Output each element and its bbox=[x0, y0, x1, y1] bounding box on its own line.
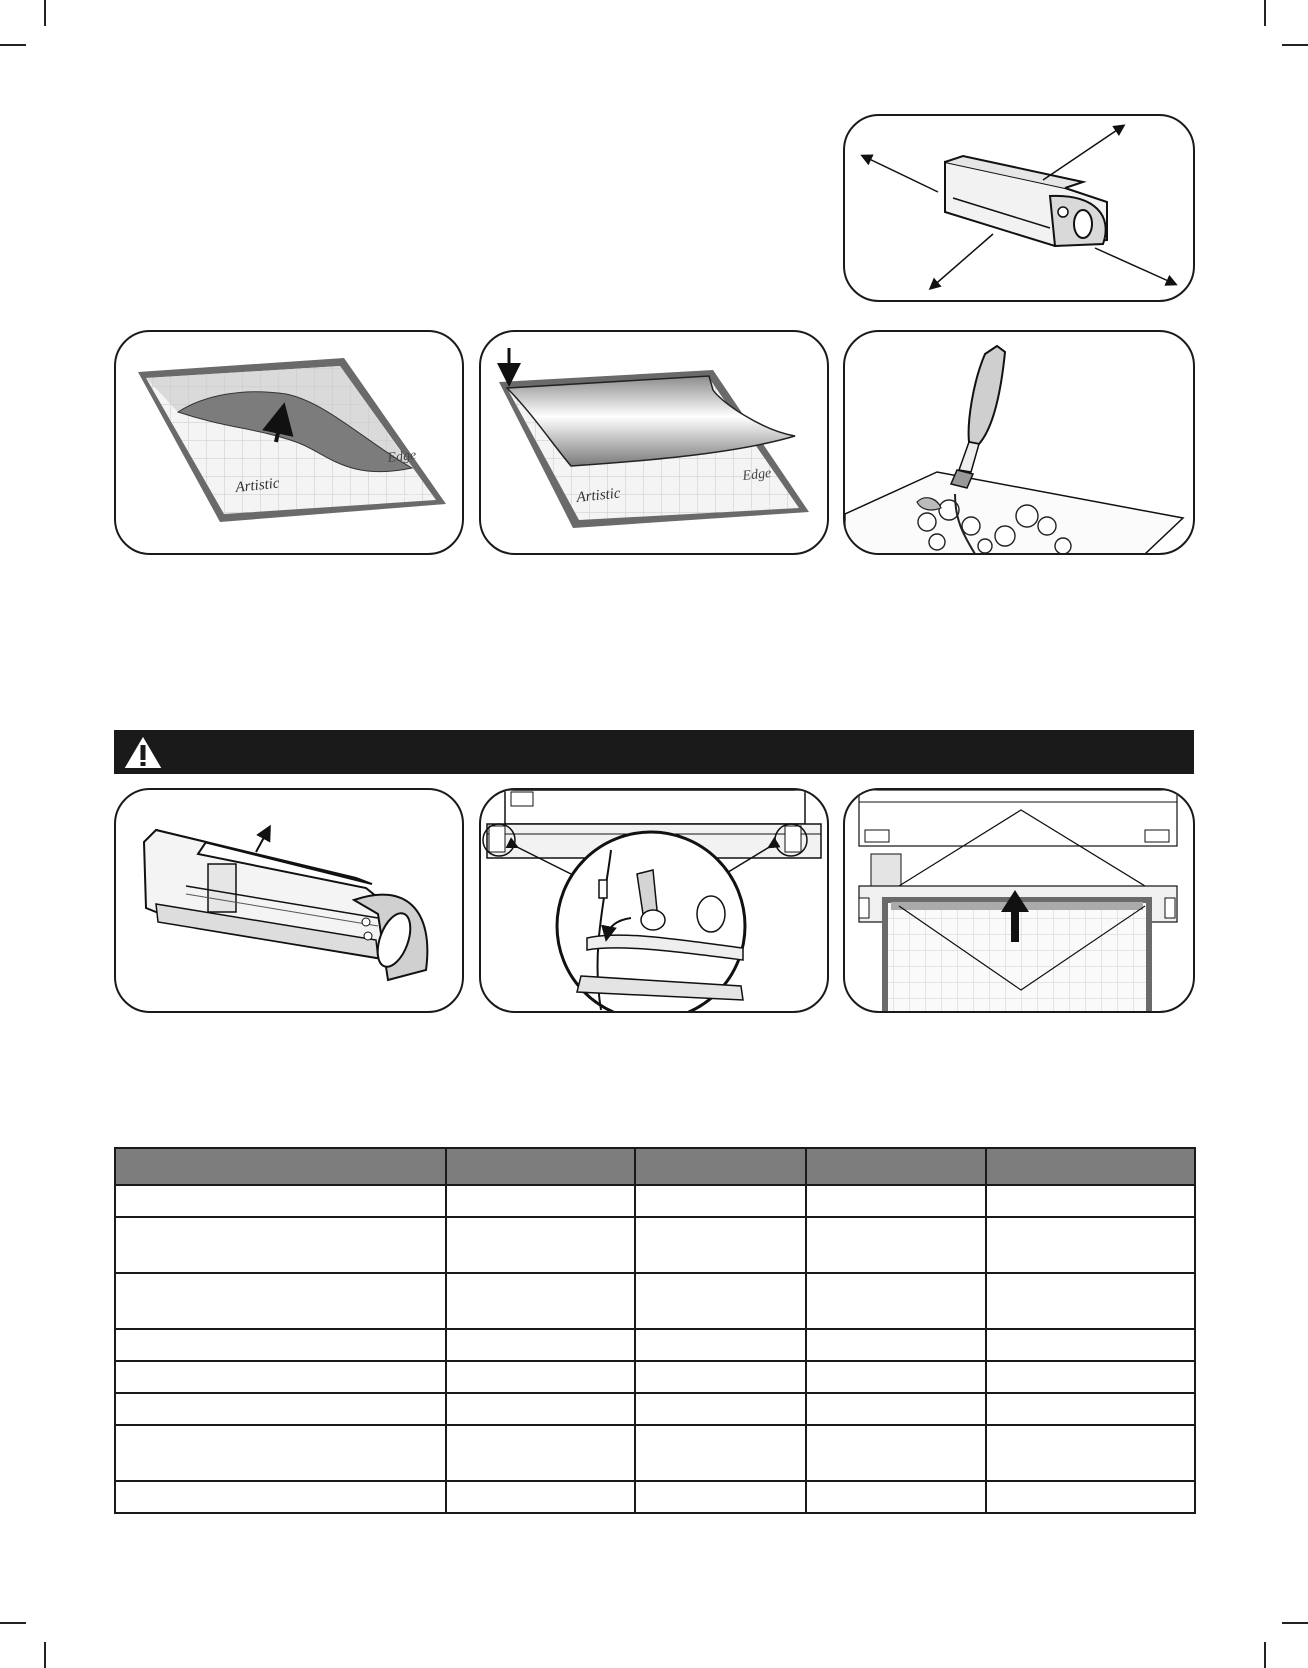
crop-mark bbox=[0, 1622, 26, 1624]
crop-mark bbox=[44, 0, 46, 26]
table-cell bbox=[446, 1425, 635, 1481]
mat-peel-panel bbox=[114, 330, 464, 555]
table-row bbox=[115, 1481, 1195, 1513]
table-cell bbox=[806, 1425, 986, 1481]
machine-clearance-icon bbox=[845, 116, 1195, 302]
machine-clearance-panel bbox=[843, 114, 1195, 302]
table-cell bbox=[986, 1361, 1195, 1393]
crop-mark bbox=[1282, 1622, 1308, 1624]
table-row bbox=[115, 1217, 1195, 1273]
table-cell bbox=[986, 1393, 1195, 1425]
table-cell bbox=[806, 1273, 986, 1329]
mat-brand-label: Artistic bbox=[234, 475, 281, 496]
table-cell bbox=[115, 1217, 446, 1273]
crop-mark bbox=[1264, 0, 1266, 26]
table-cell bbox=[115, 1481, 446, 1513]
warning-banner bbox=[114, 730, 1194, 774]
table-header-cell bbox=[115, 1148, 446, 1185]
spatula-panel bbox=[843, 330, 1195, 555]
mat-load-arrow-icon bbox=[845, 790, 1195, 1013]
mat-protective-sheet-icon bbox=[481, 332, 829, 555]
table-cell bbox=[446, 1329, 635, 1361]
table-cell bbox=[635, 1361, 806, 1393]
table-cell bbox=[446, 1273, 635, 1329]
table-cell bbox=[446, 1185, 635, 1217]
table-header-cell bbox=[635, 1148, 806, 1185]
table-cell bbox=[446, 1393, 635, 1425]
crop-mark bbox=[1264, 1642, 1266, 1668]
table-cell bbox=[986, 1481, 1195, 1513]
spatula-remove-cut-icon bbox=[845, 332, 1195, 555]
table-cell bbox=[986, 1329, 1195, 1361]
mat-brand-label: Artistic bbox=[575, 485, 622, 506]
table-header-cell bbox=[806, 1148, 986, 1185]
table-cell bbox=[806, 1185, 986, 1217]
table-cell bbox=[115, 1361, 446, 1393]
table-cell bbox=[635, 1425, 806, 1481]
table-cell bbox=[446, 1217, 635, 1273]
table-cell bbox=[115, 1329, 446, 1361]
table-cell bbox=[446, 1481, 635, 1513]
table-row bbox=[115, 1361, 1195, 1393]
table-row bbox=[115, 1273, 1195, 1329]
table-cell bbox=[635, 1217, 806, 1273]
table-cell bbox=[635, 1273, 806, 1329]
table-cell bbox=[115, 1273, 446, 1329]
crop-mark bbox=[1282, 44, 1308, 46]
table-cell bbox=[986, 1273, 1195, 1329]
table-header-cell bbox=[986, 1148, 1195, 1185]
table-cell bbox=[115, 1425, 446, 1481]
table-cell bbox=[115, 1393, 446, 1425]
warning-triangle-icon bbox=[120, 732, 166, 772]
table-cell bbox=[806, 1217, 986, 1273]
table-cell bbox=[986, 1425, 1195, 1481]
open-lid-panel bbox=[114, 788, 464, 1013]
table-cell bbox=[115, 1185, 446, 1217]
table-cell bbox=[635, 1481, 806, 1513]
mat-load-panel bbox=[843, 788, 1195, 1013]
table-header-cell bbox=[446, 1148, 635, 1185]
table-row bbox=[115, 1185, 1195, 1217]
mat-sheet-panel bbox=[479, 330, 829, 555]
roller-release-lever-icon bbox=[481, 790, 829, 1013]
table-row bbox=[115, 1393, 1195, 1425]
mat-type-label: Low-Tack Adhesive Mat bbox=[720, 502, 784, 514]
machine-open-lid-icon bbox=[116, 790, 464, 1013]
crop-mark bbox=[44, 1642, 46, 1668]
mat-peel-backing-icon bbox=[116, 332, 464, 555]
table-cell bbox=[635, 1393, 806, 1425]
table-row bbox=[115, 1425, 1195, 1481]
table-cell bbox=[446, 1361, 635, 1393]
table-cell bbox=[806, 1393, 986, 1425]
table-cell bbox=[806, 1361, 986, 1393]
table-cell bbox=[986, 1217, 1195, 1273]
table-row bbox=[115, 1329, 1195, 1361]
mat-type-label: Low-Tack Adhesive Mat bbox=[355, 492, 419, 504]
table-header-row bbox=[115, 1148, 1195, 1185]
mat-edge-logo-label: Edge bbox=[741, 466, 773, 484]
table-cell bbox=[635, 1329, 806, 1361]
roller-lever-panel bbox=[479, 788, 829, 1013]
table-cell bbox=[806, 1481, 986, 1513]
table-cell bbox=[986, 1185, 1195, 1217]
spec-table bbox=[114, 1147, 1196, 1514]
mat-edge-logo-label: Edge bbox=[386, 448, 418, 466]
table-cell bbox=[806, 1329, 986, 1361]
table-cell bbox=[635, 1185, 806, 1217]
crop-mark bbox=[0, 44, 26, 46]
